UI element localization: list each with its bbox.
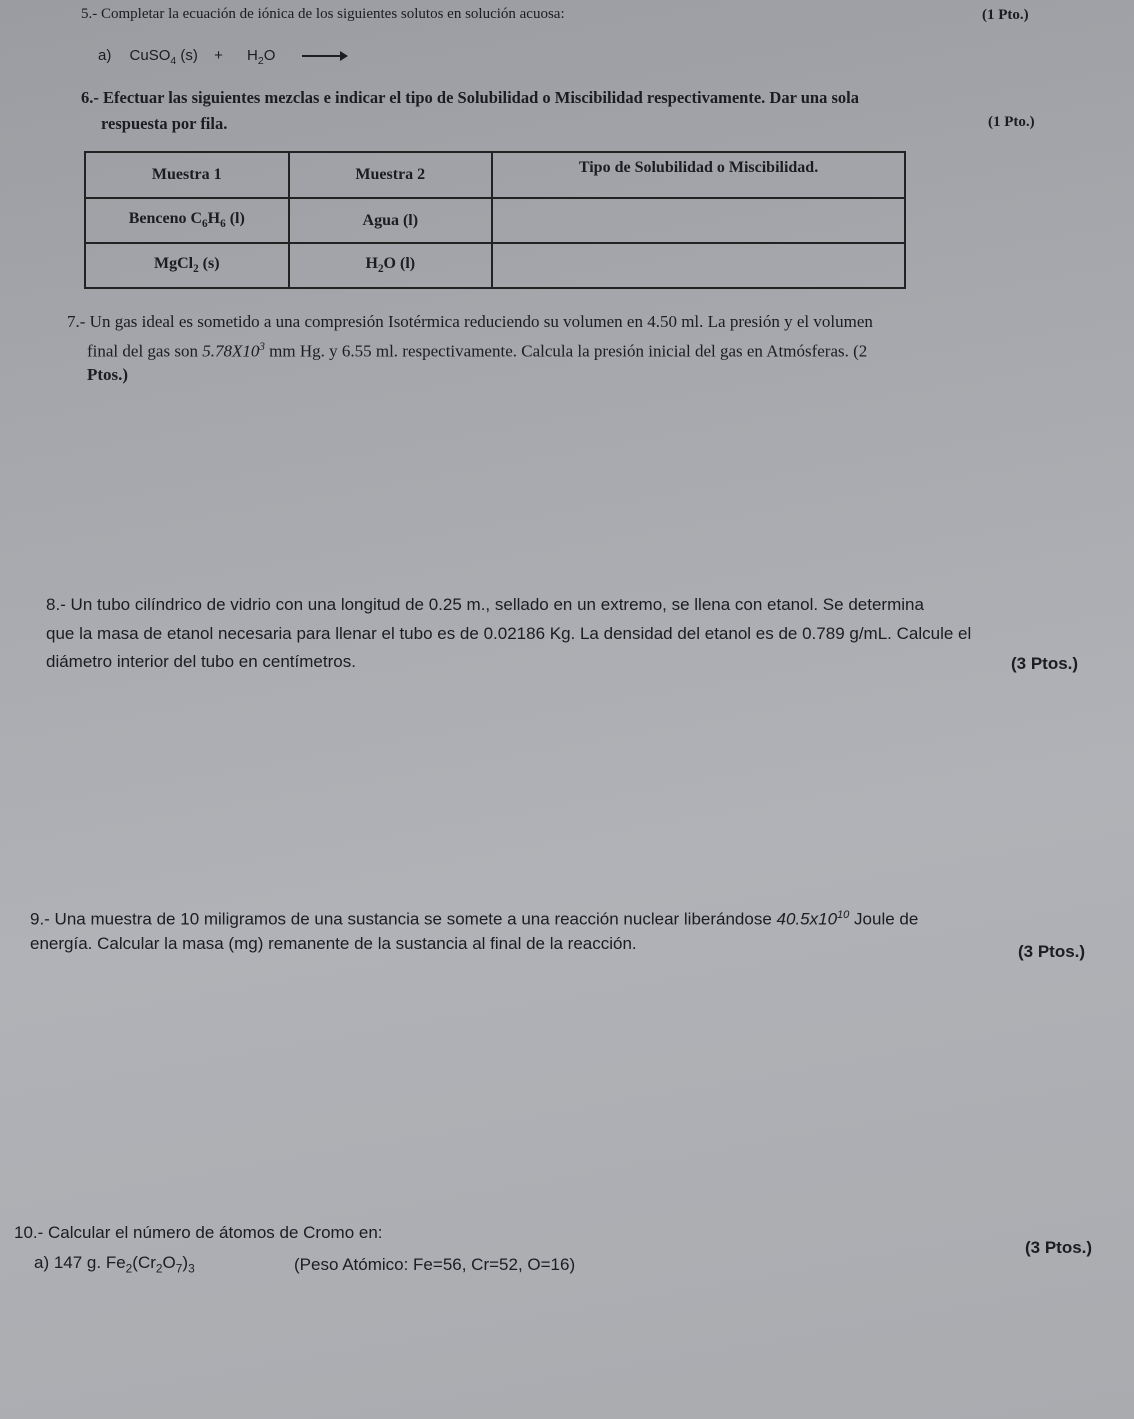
table-row [85, 198, 905, 243]
question-8-line-2: que la masa de etanol necesaria para llenar el tubo es de 0.02186 Kg. La densidad del etanol es de 0.789 g/mL. Calcule el [46, 624, 972, 643]
table-row [85, 243, 905, 288]
question-8-points: (3 Ptos.) [1011, 654, 1079, 673]
header-muestra-1: Muestra 1 [85, 152, 289, 198]
question-9-line-2: energía. Calcular la masa (mg) remanente de la sustancia al final de la reacción. [30, 934, 637, 953]
item-a-label: a) [98, 47, 112, 64]
header-tipo: Tipo de Solubilidad o Miscibilidad. [492, 152, 905, 198]
question-7-line-2: final del gas son $5.78X10^3$ mm Hg. y 6.55 ml. respectivamente. Calcula la presión inicial del gas en Atmósferas. (2 [87, 341, 868, 361]
plus-sign: + [214, 47, 223, 64]
cell-benceno: Benceno $C_6H_6$ (l) [85, 198, 289, 243]
table-header-row [85, 152, 905, 198]
question-5-points: (1 Pto.) [982, 7, 1029, 23]
question-8-line-1: 8.- Un tubo cilíndrico de vidrio con una longitud de 0.25 m., sellado en un extremo, se llena con etanol. Se determina [46, 595, 924, 614]
cell-h2o: $H_2O$ (l) [289, 243, 493, 288]
question-10-points: (3 Ptos.) [1025, 1238, 1093, 1257]
question-9-line-1: 9.- Una muestra de 10 miligramos de una sustancia se somete a una reacción nuclear liberándose $40.5x10^{10}$ Joule de [30, 909, 919, 929]
question-7-line-1: 7.- Un gas ideal es sometido a una compresión Isotérmica reduciendo su volumen en 4.50 ml. La presión y el volumen [67, 312, 873, 331]
question-5-text: 5.- Completar la ecuación de iónica de los siguientes solutos en solución acuosa: [81, 6, 565, 22]
question-10-item-a [34, 1249, 195, 1282]
header-muestra-2: Muestra 2 [289, 152, 493, 198]
cell-answer-row-2[interactable] [492, 243, 905, 288]
mixtures-table [84, 151, 906, 289]
formula-fe2cr2o7: a) 147 g. $Fe_2(Cr_2O_7)_3$ [34, 1253, 195, 1276]
question-9-points: (3 Ptos.) [1018, 942, 1086, 961]
reactant-water: $H_2O$ [247, 47, 276, 67]
question-6-line-2: respuesta por fila. [101, 114, 228, 133]
question-6-points: (1 Pto.) [988, 114, 1035, 130]
question-6-line-1: 6.- Efectuar las siguientes mezclas e indicar el tipo de Solubilidad o Miscibilidad respectivamente. Dar una sola [81, 88, 859, 107]
atomic-weights: (Peso Atómico: Fe=56, Cr=52, O=16) [294, 1255, 576, 1274]
cell-mgcl2: MgCl$_2$ (s) [85, 243, 289, 288]
question-5-equation [98, 47, 346, 67]
question-10-line-1: 10.- Calcular el número de átomos de Cromo en: [14, 1223, 383, 1242]
question-7-line-3: Ptos.) [87, 365, 129, 384]
reactant-cuso4: CuSO$_4$ (s) [129, 47, 198, 67]
cell-answer-row-1[interactable] [492, 198, 905, 243]
question-8-line-3: diámetro interior del tubo en centímetros. [46, 652, 356, 671]
cell-agua: Agua (l) [289, 198, 493, 243]
reaction-arrow-icon [302, 55, 346, 57]
